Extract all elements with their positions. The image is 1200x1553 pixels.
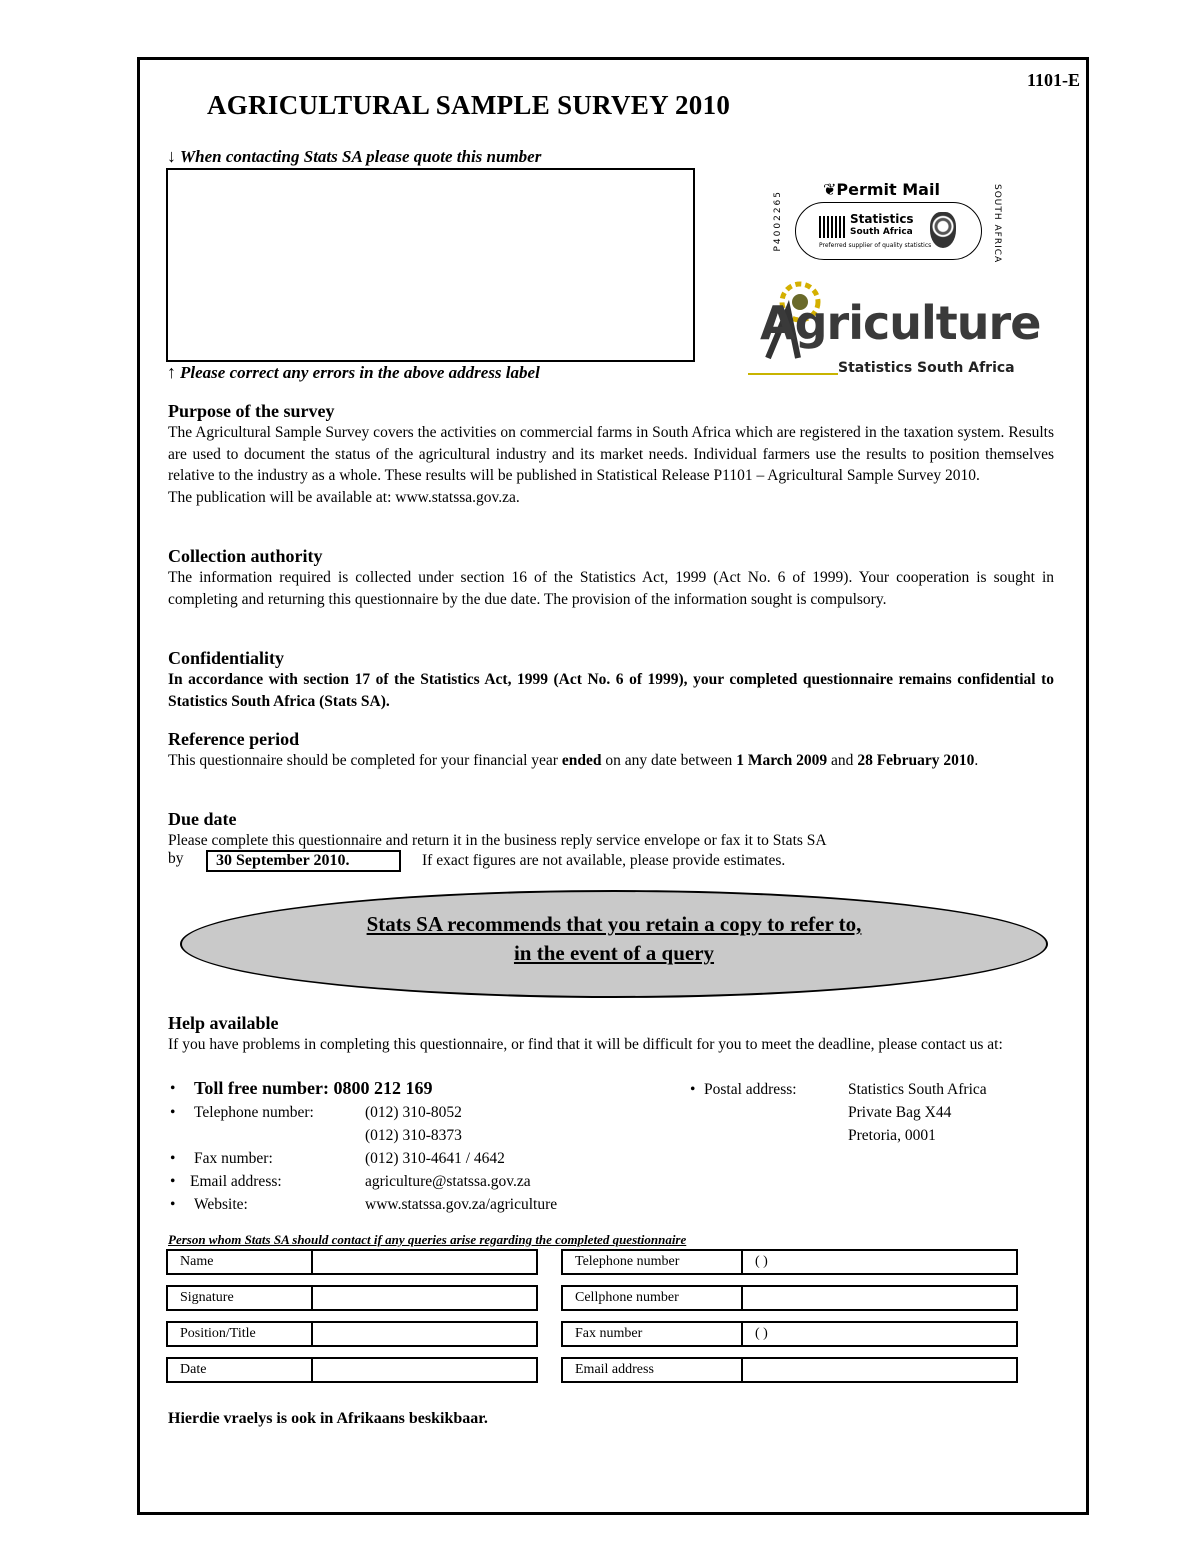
email-address-label: Email address: [562, 1358, 742, 1382]
postal-line-2: Private Bag X44: [848, 1104, 952, 1121]
permit-heart-icon: ❦: [823, 180, 837, 199]
name-field[interactable]: [312, 1250, 537, 1274]
estimate-note: If exact figures are not available, please provide estimates.: [422, 852, 786, 869]
table-row: [167, 1286, 537, 1310]
due-date-box: 30 September 2010.: [206, 850, 401, 872]
purpose-heading: Purpose of the survey: [168, 401, 335, 421]
bullet-icon: •: [170, 1080, 176, 1097]
table-row: [167, 1322, 537, 1346]
bullet-icon: •: [690, 1081, 696, 1098]
due-date-section: [168, 808, 1054, 852]
permit-tagline: Preferred supplier of quality statistics: [819, 242, 932, 249]
due-date-heading: Due date: [168, 809, 237, 829]
table-row: [562, 1322, 1017, 1346]
recommendation-text: Stats SA recommends that you retain a copy to refer to, in the event of a query: [366, 912, 862, 965]
form-code: 1101-E: [1026, 70, 1080, 90]
confidentiality-section: [168, 647, 1054, 712]
reference-section: [168, 728, 1054, 772]
confidentiality-heading: Confidentiality: [168, 648, 285, 668]
table-row: [167, 1358, 537, 1382]
purpose-publication: The publication will be available at: www.statssa.gov.za.: [168, 488, 520, 506]
permit-mail-title: ❦Permit Mail: [823, 180, 940, 199]
website-label: Website:: [194, 1196, 248, 1213]
page-title: AGRICULTURAL SAMPLE SURVEY 2010: [207, 90, 731, 120]
due-date-instruction: Please complete this questionnaire and return it in the business reply service envelope or fax it to Stats SA: [168, 832, 827, 849]
fax-number-label: Fax number: [562, 1322, 742, 1346]
help-heading: Help available: [168, 1013, 279, 1033]
collection-body: The information required is collected under section 16 of the Statistics Act, 1999 (Act No. 6 of 1999). Your cooperation is sought in completing and returning this questionnaire by the due date. The provision of the information sought is compulsory.: [168, 569, 1054, 608]
correct-note-text: Please correct any errors in the above address label: [180, 363, 540, 382]
arrow-down-icon: ↓: [167, 146, 176, 166]
permit-org: Statistics South Africa: [850, 212, 914, 237]
reference-heading: Reference period: [168, 729, 300, 749]
telephone-label: Telephone number:: [194, 1104, 314, 1121]
table-row: [562, 1250, 1017, 1274]
collection-section: [168, 545, 1054, 610]
agriculture-subtitle: Statistics South Africa: [838, 360, 1015, 376]
due-by-label: by: [168, 850, 184, 867]
stats-sa-bars-icon: [819, 216, 847, 238]
date-field[interactable]: [312, 1358, 537, 1382]
toll-free-number: Toll free number: 0800 212 169: [194, 1078, 433, 1098]
cellphone-field[interactable]: [742, 1286, 1017, 1310]
table-row: [167, 1250, 537, 1274]
telephone-2: (012) 310-8373: [365, 1127, 462, 1144]
signature-field[interactable]: [312, 1286, 537, 1310]
date-label: Date: [167, 1358, 312, 1382]
agriculture-wordmark: Agriculture: [760, 296, 1041, 350]
email-address-field[interactable]: [742, 1358, 1017, 1382]
bullet-icon: •: [170, 1104, 176, 1121]
collection-heading: Collection authority: [168, 546, 323, 566]
postal-line-3: Pretoria, 0001: [848, 1127, 936, 1144]
contact-caption: Person whom Stats SA should contact if any queries arise regarding the completed questionnaire: [168, 1232, 687, 1247]
reference-body: This questionnaire should be completed for your financial year ended on any date between 1 March 2009 and 28 February 2010.: [168, 752, 979, 769]
email-label: Email address:: [190, 1173, 282, 1190]
agriculture-logo: [748, 280, 1041, 380]
purpose-section: [168, 400, 1054, 508]
table-row: [562, 1286, 1017, 1310]
logo-underline: [748, 373, 838, 375]
contact-table-right: [561, 1249, 1018, 1383]
correct-errors-note: [167, 362, 540, 383]
fax-number-field[interactable]: ( ): [742, 1322, 1017, 1346]
permit-country: SOUTH AFRICA: [992, 184, 1002, 264]
website-link[interactable]: www.statssa.gov.za/agriculture: [365, 1196, 558, 1213]
permit-code: P4002265: [773, 190, 783, 252]
arrow-up-icon: ↑: [167, 362, 176, 382]
address-label-box[interactable]: [166, 168, 695, 362]
position-field[interactable]: [312, 1322, 537, 1346]
afrikaans-note: Hierdie vraelys is ook in Afrikaans beskikbaar.: [168, 1410, 488, 1427]
table-row: [562, 1358, 1017, 1382]
telephone-number-field[interactable]: ( ): [742, 1250, 1017, 1274]
fax-number: (012) 310-4641 / 4642: [365, 1150, 505, 1167]
quote-note-text: When contacting Stats SA please quote this number: [180, 147, 542, 166]
position-label: Position/Title: [167, 1322, 312, 1346]
cellphone-label: Cellphone number: [562, 1286, 742, 1310]
confidentiality-body: In accordance with section 17 of the Statistics Act, 1999 (Act No. 6 of 1999), your completed questionnaire remains confidential to Statistics South Africa (Stats SA).: [168, 671, 1054, 710]
postal-label: Postal address:: [704, 1081, 797, 1098]
help-section: [168, 1012, 1054, 1056]
fax-label: Fax number:: [194, 1150, 273, 1167]
signature-label: Signature: [167, 1286, 312, 1310]
contact-table-left: [166, 1249, 538, 1383]
permit-mail-stamp: [775, 180, 1000, 265]
bullet-icon: •: [170, 1173, 176, 1190]
bullet-icon: •: [170, 1150, 176, 1167]
telephone-1: (012) 310-8052: [365, 1104, 462, 1121]
postal-line-1: Statistics South Africa: [848, 1081, 987, 1098]
help-intro: If you have problems in completing this questionnaire, or find that it will be difficult for you to meet the deadline, please contact us at:: [168, 1036, 1003, 1053]
name-label: Name: [167, 1250, 312, 1274]
coat-of-arms-icon: [930, 212, 956, 248]
bullet-icon: •: [170, 1196, 176, 1213]
telephone-number-label: Telephone number: [562, 1250, 742, 1274]
email-link[interactable]: agriculture@statssa.gov.za: [365, 1173, 531, 1190]
quote-number-note: [167, 146, 541, 167]
purpose-body: The Agricultural Sample Survey covers the activities on commercial farms in South Africa which are registered in the taxation system. Results are used to document the status of the agricultural industry and its market needs. Individual farmers use the results to position themselves relative to the industry as a whole. These results will be published in Statistical Release P1101 – Agricultural Sample Survey 2010.: [168, 424, 1054, 484]
